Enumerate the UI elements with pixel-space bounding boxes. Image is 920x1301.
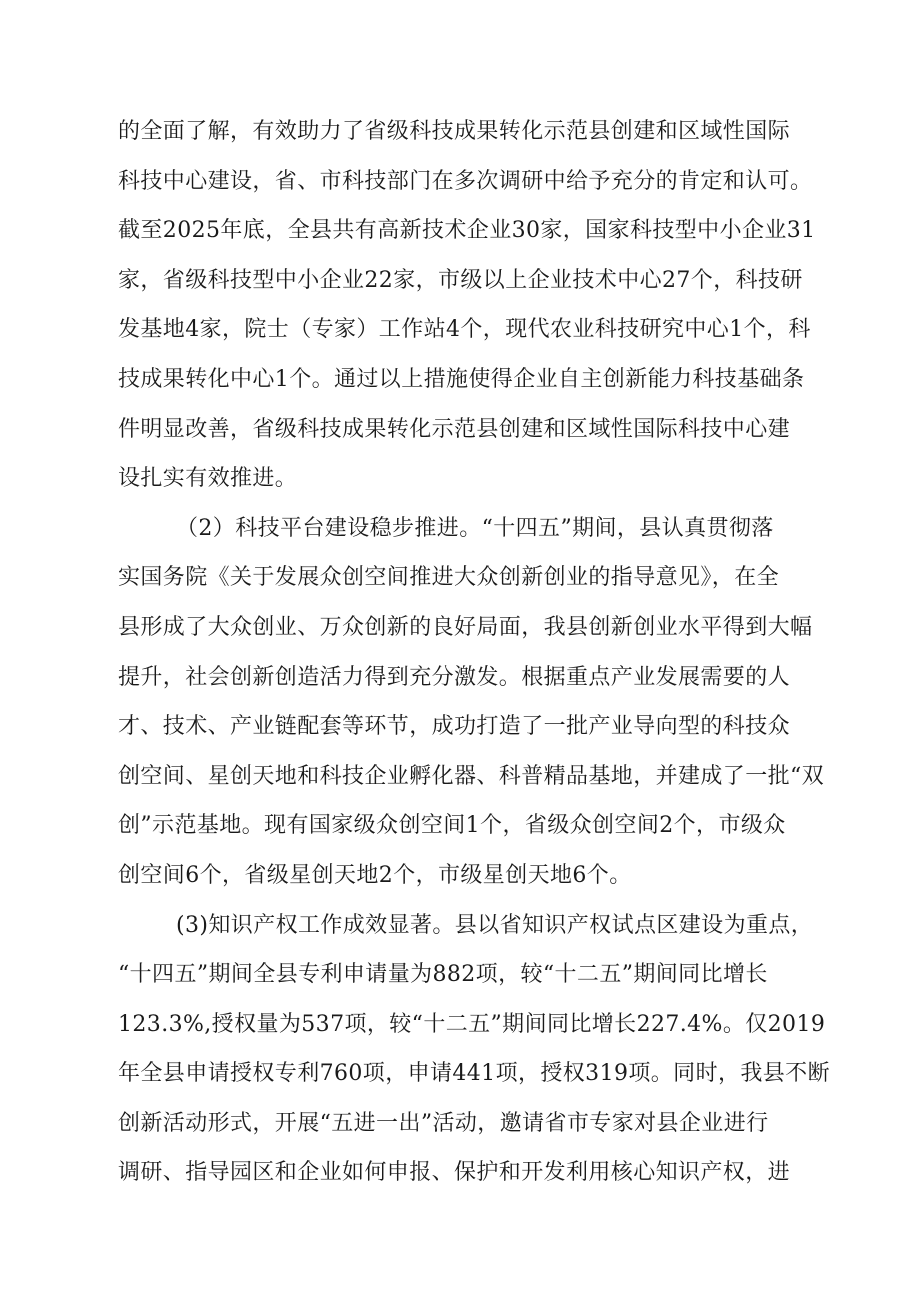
text-line: 设扎实有效推进。 — [118, 466, 298, 492]
text-line: 创空间、星创天地和科技企业孵化器、科普精品基地，并建成了一批“双 — [118, 763, 825, 789]
text-line: 实国务院《关于发展众创空间推进大众创新创业的指导意见》，在全 — [118, 565, 780, 591]
body-text — [118, 107, 830, 1198]
text-line: 提升，社会创新创造活力得到充分激发。根据重点产业发展需要的人 — [118, 664, 791, 690]
text-line: 的全面了解，有效助力了省级科技成果转化示范县创建和区域性国际 — [118, 119, 791, 144]
text-line: 才、技术、产业链配套等环节，成功打造了一批产业导向型的科技众 — [118, 714, 791, 740]
text-line: 件明显改善，省级科技成果转化示范县创建和区域性国际科技中心建 — [118, 416, 791, 442]
text-line: 创新活动形式，开展“五进一出”活动，邀请省市专家对县企业进行 — [118, 1110, 769, 1136]
text-line: 截至2025年底，全县共有高新技术企业30家，国家科技型中小企业31 — [118, 218, 816, 244]
text-line: 年全县申请授权专利760项，申请441项，授权319项。同时，我县不断 — [118, 1061, 830, 1087]
text-line: 调研、指导园区和企业如何申报、保护和开发利用核心知识产权，进 — [118, 1160, 791, 1186]
text-line: 创空间6个，省级星创天地2个，市级星创天地6个。 — [118, 862, 632, 888]
section-3-heading-line: (3)知识产权工作成效显著。县以省知识产权试点区建设为重点， — [176, 912, 814, 938]
text-line: 123.3%,授权量为537项，较“十二五”期间同比增长227.4%。仅2019 — [118, 1011, 826, 1037]
text-line: “十四五”期间全县专利申请量为882项，较“十二五”期间同比增长 — [118, 962, 768, 988]
text-line: 发基地4家，院士（专家）工作站4个，现代农业科技研究中心1个，科 — [118, 317, 811, 343]
section-2-heading-line: （2）科技平台建设稳步推进。“十四五”期间，县认真贯彻落 — [176, 515, 774, 541]
text-line: 县形成了大众创业、万众创新的良好局面，我县创新创业水平得到大幅 — [118, 614, 813, 640]
text-line: 科技中心建设，省、市科技部门在多次调研中给予充分的肯定和认可。 — [118, 168, 813, 194]
text-line: 技成果转化中心1个。通过以上措施使得企业自主创新能力科技基础条 — [118, 366, 805, 392]
text-line: 创”示范基地。现有国家级众创空间1个，省级众创空间2个，市级众 — [118, 813, 786, 839]
text-line: 家，省级科技型中小企业22家，市级以上企业技术中心27个，科技研 — [118, 267, 803, 293]
